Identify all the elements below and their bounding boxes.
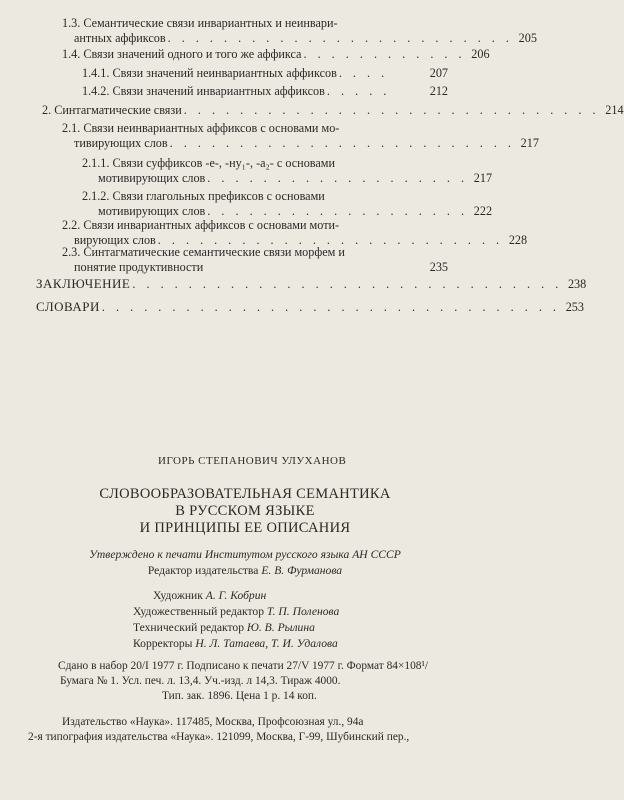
toc-entry-text: тивирующих слов bbox=[74, 136, 168, 150]
toc-page-number: 222 bbox=[473, 204, 493, 218]
toc-page-number: 228 bbox=[508, 233, 528, 247]
credit-name: Н. Л. Татаева, Т. И. Удалова bbox=[195, 637, 338, 650]
book-title-line: СЛОВООБРАЗОВАТЕЛЬНАЯ СЕМАНТИКА bbox=[99, 486, 391, 502]
toc-entry-text: мотивирующих слов bbox=[98, 171, 206, 185]
credit-name: А. Г. Кобрин bbox=[205, 589, 267, 602]
toc-entry-text: 2.1.2. Связи глагольных префиксов с основами bbox=[82, 189, 325, 203]
toc-entry: СЛОВАРИ . . . . . . . . . . . . . . . . . . . . . . . . . . . . . . . . . 253 bbox=[36, 299, 584, 314]
credit-label: Корректоры bbox=[133, 637, 193, 650]
credit-row bbox=[133, 636, 339, 652]
toc-page-number: 214 bbox=[605, 103, 624, 117]
toc-page-number: 207 bbox=[429, 66, 448, 80]
author-name: ИГОРЬ СТЕПАНОВИЧ УЛУХАНОВ bbox=[158, 455, 347, 467]
publisher-line: Издательство «Наука». 117485, Москва, Профсоюзная ул., 94а bbox=[62, 716, 364, 728]
toc-entry: 2.1. Связи неинвариантных аффиксов с основами мо- тивирующих слов . . . . . . . . . . . . . . . . . . . . . . . . . 217 bbox=[62, 121, 539, 150]
credit-name: Т. П. Поленова bbox=[266, 605, 340, 618]
publisher-editor bbox=[0, 563, 490, 579]
toc-entry-text: 1.3. Семантические связи инвариантных и неинвари- bbox=[62, 16, 338, 30]
toc-entry-text: 2.1. Связи неинвариантных аффиксов с основами мо- bbox=[62, 121, 340, 135]
toc-entry-text: СЛОВАРИ bbox=[36, 299, 100, 314]
toc-entry-text: 1.4.2. Связи значений инвариантных аффиксов bbox=[82, 84, 325, 98]
toc-page-number: 217 bbox=[473, 171, 493, 185]
toc-entry: 2.2. Связи инвариантных аффиксов с основами моти- вирующих слов . . . . . . . . . . . . . . . . . . . . . . . . . 228 bbox=[62, 218, 528, 247]
print-detail-line: Тип. зак. 1896. Цена 1 р. 14 коп. bbox=[162, 690, 317, 702]
approval-note: Утверждено к печати Институтом русского языка АН СССР bbox=[89, 548, 401, 561]
book-title-line: В РУССКОМ ЯЗЫКЕ bbox=[175, 503, 315, 519]
toc-entry-text: ЗАКЛЮЧЕНИЕ bbox=[36, 276, 131, 291]
print-details bbox=[0, 659, 490, 704]
credit-row bbox=[133, 604, 339, 620]
approval-block bbox=[0, 547, 490, 579]
toc-entry-text: антных аффиксов bbox=[74, 31, 166, 45]
toc-entry: 2. Синтагматические связи . . . . . . . . . . . . . . . . . . . . . . . . . . . . . . 214 bbox=[42, 103, 624, 117]
publisher-info bbox=[0, 715, 490, 745]
toc-entry-text: 2.2. Связи инвариантных аффиксов с основами моти- bbox=[62, 218, 340, 232]
print-detail-line: Бумага № 1. Усл. печ. л. 13,4. Уч.-изд. л 14,3. Тираж 4000. bbox=[60, 675, 341, 687]
toc-entry: 2.1.1. Связи суффиксов -е-, -ну₁-, -а₂- с основами мотивирующих слов . . . . . . . . . . . . . . . . . . . 217 bbox=[82, 156, 493, 185]
toc-entry: 1.3. Семантические связи инвариантных и неинвари- антных аффиксов . . . . . . . . . . . . . . . . . . . . . . . . . 205 bbox=[62, 16, 537, 45]
editor-name: Е. В. Фурманова bbox=[261, 564, 343, 577]
toc-entry: 1.4.2. Связи значений инвариантных аффиксов . . . . . 212 bbox=[82, 84, 448, 98]
toc-page-number: 253 bbox=[565, 300, 584, 314]
toc-entry-text: 2.1.1. Связи суффиксов -е-, -ну₁-, -а₂- с основами bbox=[82, 156, 336, 170]
toc-page-number: 205 bbox=[518, 31, 537, 45]
toc-page-number: 238 bbox=[567, 277, 587, 291]
toc-entry: 1.4.1. Связи значений неинвариантных аффиксов . . . . 207 bbox=[82, 66, 448, 80]
book-title bbox=[0, 486, 490, 537]
toc-page-number: 212 bbox=[429, 84, 448, 98]
credit-name: Ю. В. Рылина bbox=[246, 621, 315, 634]
credit-label: Технический редактор bbox=[133, 621, 245, 634]
book-title-line: И ПРИНЦИПЫ ЕЕ ОПИСАНИЯ bbox=[139, 520, 351, 536]
toc-entry: 2.1.2. Связи глагольных префиксов с основами мотивирующих слов . . . . . . . . . . . . . . . . . . . 222 bbox=[82, 189, 493, 218]
publisher-line: 2-я типография издательства «Наука». 121099, Москва, Г-99, Шубинский пер., bbox=[28, 731, 410, 743]
credits-list bbox=[133, 588, 339, 652]
toc-entry: ЗАКЛЮЧЕНИЕ . . . . . . . . . . . . . . . . . . . . . . . . . . . . . . . 238 bbox=[36, 276, 587, 291]
toc-entry-text: вирующих слов bbox=[74, 233, 156, 247]
credit-label: Художник bbox=[153, 589, 203, 602]
credit-label: Художественный редактор bbox=[133, 605, 265, 618]
toc-entry-text: 2. Синтагматические связи bbox=[42, 103, 182, 117]
print-detail-line: Сдано в набор 20/I 1977 г. Подписано к печати 27/V 1977 г. Формат 84×108¹/ bbox=[58, 660, 429, 672]
toc-entry bbox=[62, 245, 448, 275]
toc-entry-text: мотивирующих слов bbox=[98, 204, 206, 218]
toc-entry-text: понятие продуктивности bbox=[74, 260, 204, 274]
toc-page-number: 217 bbox=[520, 136, 539, 150]
credit-row bbox=[133, 620, 339, 636]
toc-entry-text: 1.4. Связи значений одного и того же аффикса bbox=[62, 47, 302, 61]
credit-row bbox=[133, 588, 339, 604]
toc-entry: 1.4. Связи значений одного и того же аффикса . . . . . . . . . . . . 206 bbox=[62, 47, 490, 61]
toc-entry-text: 2.3. Синтагматические семантические связи морфем и bbox=[62, 245, 345, 259]
toc-entry-text: 1.4.1. Связи значений неинвариантных аффиксов bbox=[82, 66, 337, 80]
toc-page-number: 206 bbox=[471, 47, 490, 61]
editor-label: Редактор издательства bbox=[147, 564, 259, 577]
toc-page-number: 235 bbox=[429, 260, 448, 274]
